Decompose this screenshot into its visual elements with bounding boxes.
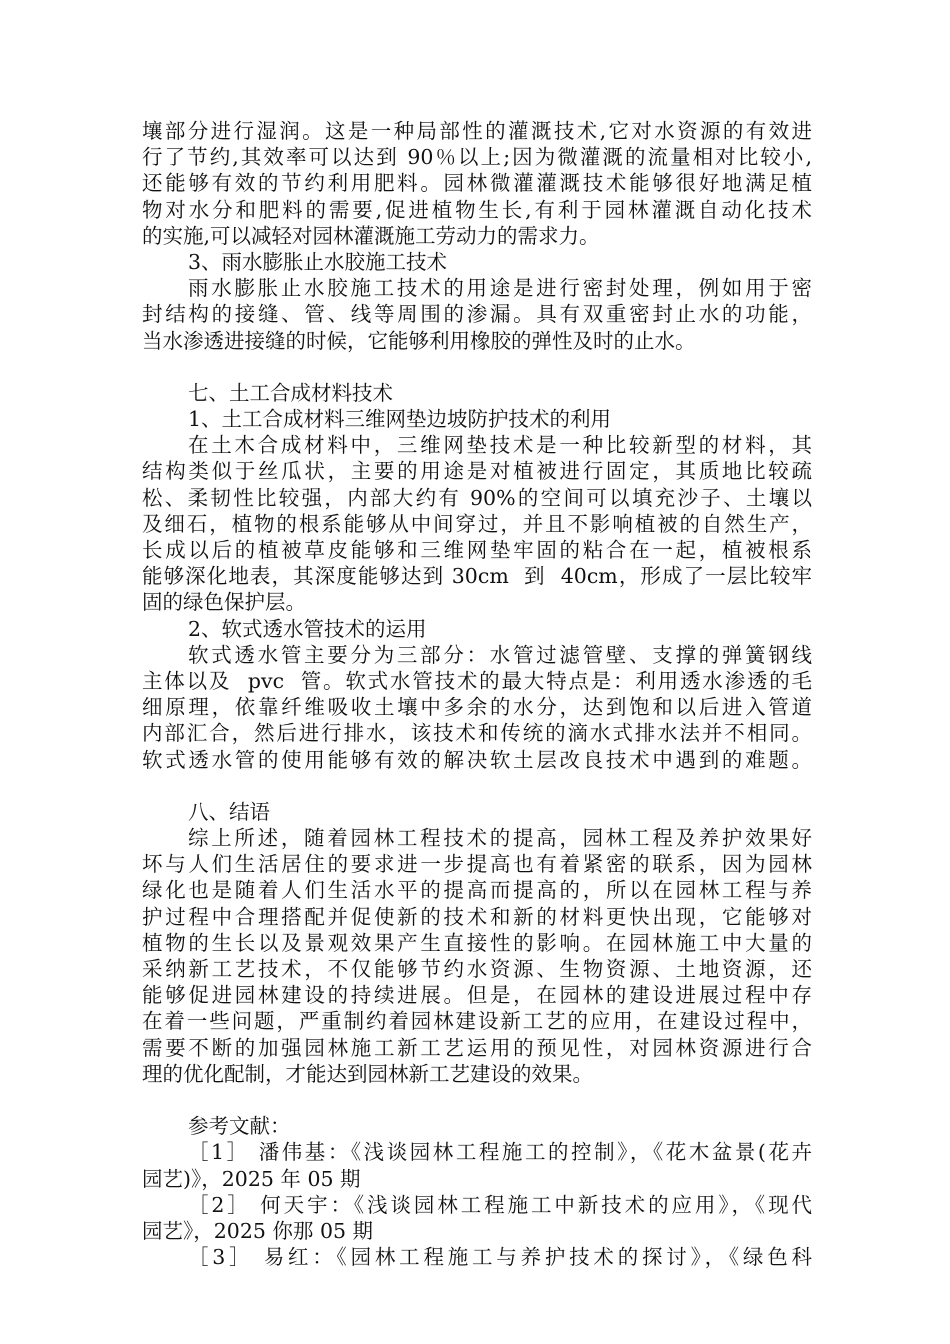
text-line: 的实施,可以减轻对园林灌溉施工劳动力的需求力。 — [142, 223, 600, 248]
text-line: 在着一些问题，严重制约着园林建设新工艺的应用，在建设过程中， — [142, 1009, 812, 1034]
paragraph-gap — [142, 1087, 812, 1113]
text-line: 壤部分进行湿润。这是一种局部性的灌溉技术,它对水资源的有效进 — [142, 119, 812, 143]
text-line: 八、结语 — [188, 799, 270, 824]
text-line: 理的优化配制，才能达到园林新工艺建设的效果。 — [142, 1061, 593, 1086]
text-line: 绿化也是随着人们生活水平的提高而提高的，所以在园林工程与养 — [142, 878, 812, 903]
text-line: 护过程中合理搭配并促使新的技术和新的材料更快出现，它能够对 — [142, 904, 812, 929]
text-line: 封结构的接缝、管、线等周围的渗漏。具有双重密封止水的功能， — [142, 302, 812, 327]
text-line: 能够深化地表，其深度能够达到 30cm 到 40cm，形成了一层比较牢 — [142, 564, 812, 589]
text-line: 软式透水管的使用能够有效的解决软土层改良技术中遇到的难题。 — [142, 747, 812, 772]
text-line: 行了节约,其效率可以达到 90％以上;因为微灌溉的流量相对比较小, — [142, 145, 812, 170]
text-line: 参考文献： — [188, 1114, 291, 1139]
text-line: 采纳新工艺技术，不仅能够节约水资源、生物资源、土地资源，还 — [142, 957, 812, 981]
text-line: 当水渗透进接缝的时候，它能够利用橡胶的弹性及时的止水。 — [142, 328, 696, 353]
text-line: 3、雨水膨胀止水胶施工技术 — [188, 249, 448, 274]
document-page — [142, 118, 812, 1270]
text-line: 能够促进园林建设的持续进展。但是，在园林的建设进展过程中存 — [142, 983, 812, 1008]
text-line: 园艺)》，2025 年 05 期 — [142, 1166, 361, 1191]
text-line: 雨水膨胀止水胶施工技术的用途是进行密封处理，例如用于密 — [188, 276, 812, 301]
text-line: 及细石，植物的根系能够从中间穿过，并且不影响植被的自然生产， — [142, 511, 812, 536]
text-line: 主体以及 pvc 管。软式水管技术的最大特点是：利用透水渗透的毛 — [142, 668, 812, 693]
text-line: 软式透水管主要分为三部分：水管过滤管壁、支撑的弹簧钢线 — [188, 642, 812, 667]
text-line: 松、柔韧性比较强，内部大约有 90%的空间可以填充沙子、土壤以 — [142, 485, 812, 510]
text-line: 1、土工合成材料三维网垫边坡防护技术的利用 — [188, 407, 612, 432]
text-line: ［1］ 潘伟基：《浅谈园林工程施工的控制》，《花木盆景(花卉 — [188, 1140, 812, 1165]
text-line: 还能够有效的节约利用肥料。园林微灌灌溉技术能够很好地满足植 — [142, 171, 812, 196]
paragraph-gap — [142, 773, 812, 799]
text-line: 长成以后的植被草皮能够和三维网垫牢固的粘合在一起，植被根系 — [142, 538, 812, 562]
text-line: ［2］ 何天宇：《浅谈园林工程施工中新技术的应用》，《现代 — [188, 1192, 812, 1217]
text-line: 物对水分和肥料的需要,促进植物生长,有利于园林灌溉自动化技术 — [142, 197, 812, 222]
text-line: 内部汇合，然后进行排水，该技术和传统的滴水式排水法并不相同。 — [142, 721, 812, 746]
text-line: 固的绿色保护层。 — [142, 590, 306, 615]
text-line: 七、土工合成材料技术 — [188, 380, 393, 405]
text-line: 园艺》，2025 你那 05 期 — [142, 1218, 374, 1243]
text-line: 综上所述，随着园林工程技术的提高，园林工程及养护效果好 — [188, 826, 812, 851]
text-line: 细原理，依靠纤维吸收土壤中多余的水分，达到饱和以后进入管道 — [142, 695, 812, 720]
text-line: 植物的生长以及景观效果产生直接性的影响。在园林施工中大量的 — [142, 930, 812, 955]
paragraph-gap — [142, 354, 812, 380]
text-line: 需要不断的加强园林施工新工艺运用的预见性，对园林资源进行合 — [142, 1035, 812, 1060]
text-line: 在土木合成材料中，三维网垫技术是一种比较新型的材料，其 — [188, 433, 812, 458]
text-line: 坏与人们生活居住的要求进一步提高也有着紧密的联系，因为园林 — [142, 852, 812, 877]
text-line: 2、软式透水管技术的运用 — [188, 616, 427, 641]
text-line: 结构类似于丝瓜状，主要的用途是对植被进行固定，其质地比较疏 — [142, 459, 812, 484]
text-line: ［3］ 易红：《园林工程施工与养护技术的探讨》，《绿色科 — [188, 1245, 812, 1270]
